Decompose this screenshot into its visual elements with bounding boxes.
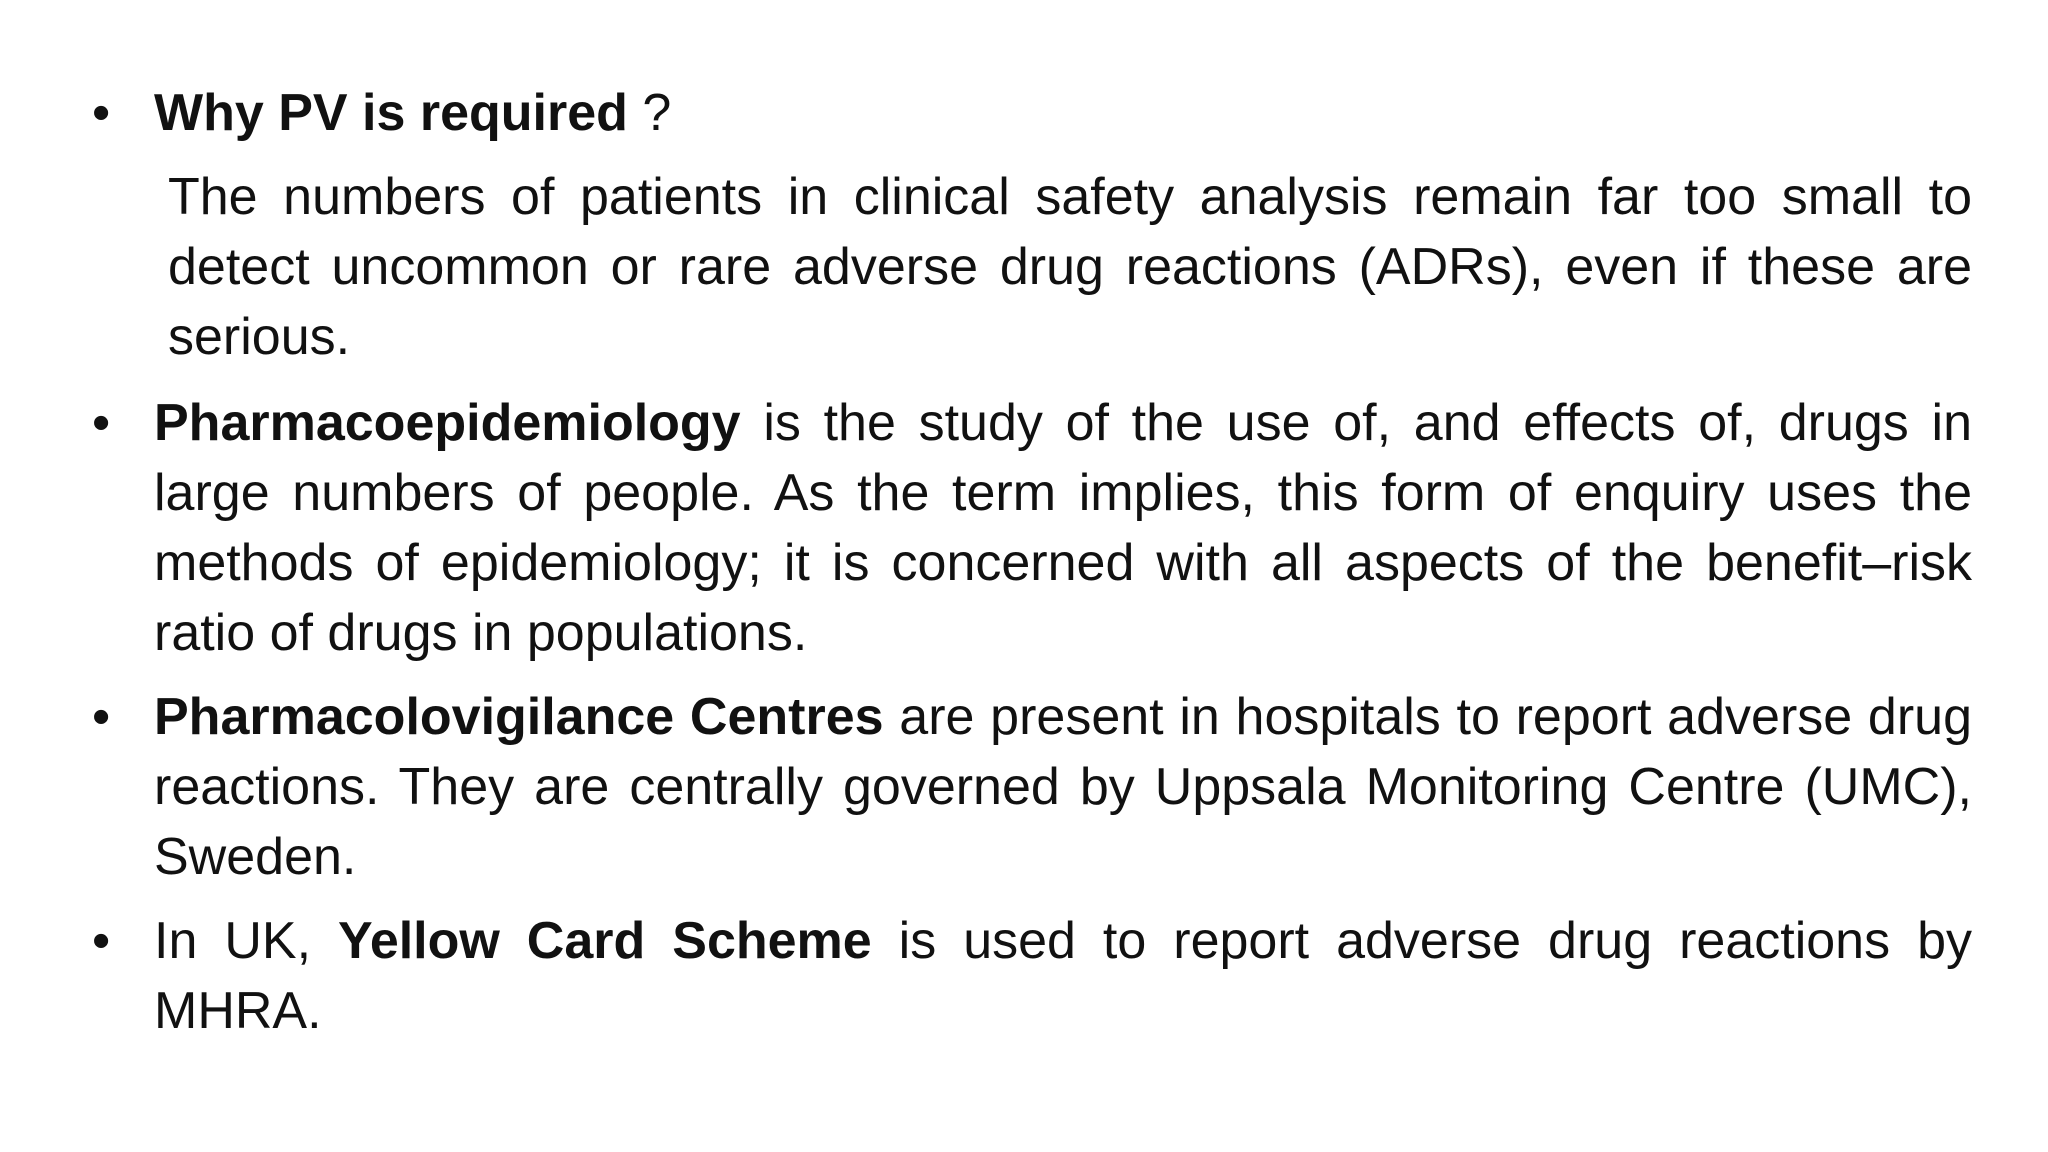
bullet-item-pv-centres <box>92 682 1972 892</box>
bullet-item-yellow-card <box>92 906 1972 1046</box>
bullet-text <box>154 388 1972 668</box>
bullet-text <box>154 682 1972 892</box>
bullet-icon: • <box>92 394 111 452</box>
bullet-text <box>154 906 1972 1046</box>
bold-term: Pharmacolovigilance Centres <box>154 688 884 746</box>
bullet-item-pharmacoepidemiology <box>92 388 1972 668</box>
bullet-prefix-text: In UK, <box>154 912 338 970</box>
bullet-rest-text: is used to report adverse drug reactions by MHRA. <box>154 912 1972 1040</box>
bullet-icon: • <box>92 84 111 142</box>
sub-paragraph: The numbers of patients in clinical safety analysis remain far too small to detect uncommon or rare adverse drug reactions (ADRs), even if these are serious. <box>168 168 1972 366</box>
bullet-icon: • <box>92 912 111 970</box>
bullet-icon: • <box>92 688 111 746</box>
bullet-item-why-pv <box>92 78 1972 148</box>
bullet-rest-text: ? <box>627 84 672 142</box>
bold-term: Why PV is required <box>154 84 628 142</box>
bullet-list <box>92 78 1972 1060</box>
bold-term: Yellow Card Scheme <box>338 912 872 970</box>
bullet-rest-text: are present in hospitals to report adverse drug reactions. They are centrally governed by Uppsala Monitoring Centre (UMC), Sweden. <box>154 688 1972 886</box>
bold-term: Pharmacoepidemiology <box>154 394 741 452</box>
bullet-text <box>154 78 1972 148</box>
bullet-rest-text: is the study of the use of, and effects of, drugs in large numbers of people. As the term implies, this form of enquiry uses the methods of epidemiology; it is concerned with all aspects of the benefit–risk ratio of drugs in populations. <box>154 394 1972 662</box>
